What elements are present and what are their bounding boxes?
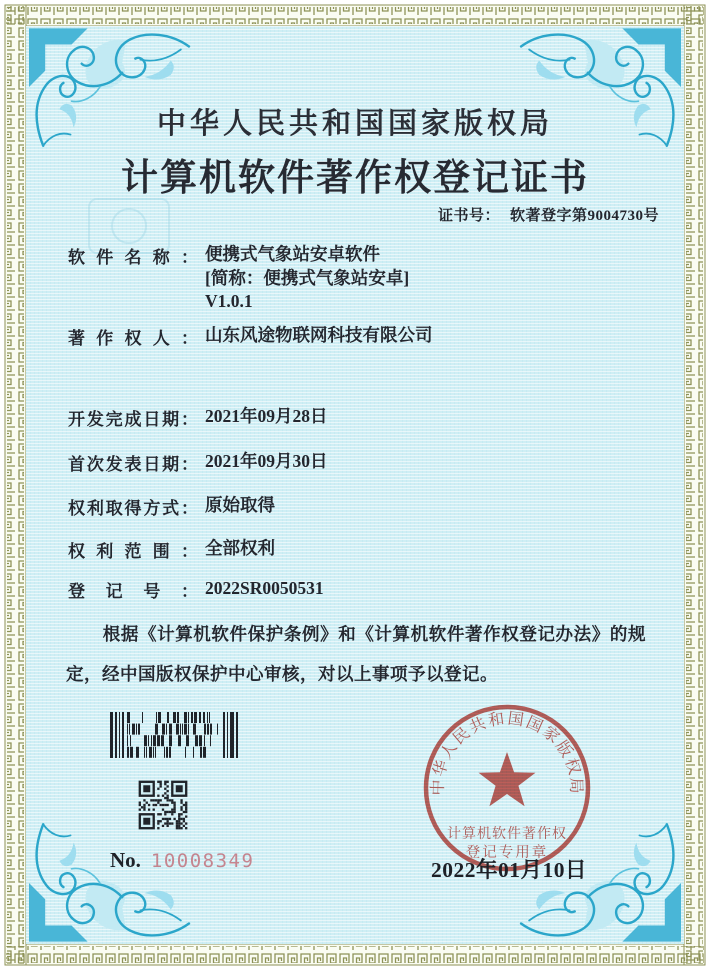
rights-acquisition-value: 原始取得 — [205, 495, 275, 515]
qr-code-icon — [134, 776, 192, 834]
serial-number — [110, 848, 254, 873]
certificate-title: 计算机软件著作权登记证书 — [121, 158, 589, 199]
seal-ring-text: 中华人民共和国国家版权局 — [429, 710, 585, 796]
seal-line1: 计算机软件著作权 — [447, 827, 567, 842]
official-seal — [419, 700, 595, 876]
registration-statement: 根据《计算机软件保护条例》和《计算机软件著作权登记办法》的规定，经中国版权保护中心审核，对以上事项予以登记。 — [66, 624, 646, 684]
registration-number-value: 2022SR0050531 — [205, 578, 324, 598]
dev-complete-date-value: 2021年09月28日 — [205, 406, 328, 426]
field-label: 权利范围： — [68, 542, 198, 561]
field-label: 著作权人： — [68, 329, 198, 348]
star-icon — [479, 752, 536, 806]
field-label: 权利取得方式： — [68, 499, 198, 518]
field-label: 登记号： — [68, 582, 198, 601]
serial-number-label: No. — [110, 848, 141, 872]
field-label: 首次发表日期： — [68, 455, 198, 474]
software-shortname-value: [简称：便携式气象站安卓] — [205, 267, 410, 288]
corner-flourish-ornament — [29, 820, 191, 942]
serial-number-value: 10008349 — [150, 850, 255, 872]
first-publish-date-value: 2021年09月30日 — [205, 451, 328, 471]
seal-line2: 登记专用章 — [465, 845, 549, 861]
certificate-number-value: 软著登字第9004730号 — [510, 208, 660, 224]
field-label: 开发完成日期： — [68, 410, 198, 429]
copyright-owner-value: 山东风途物联网科技有限公司 — [205, 325, 433, 345]
issue-date: 2022年01月10日 — [431, 858, 588, 882]
issuing-authority-title: 中华人民共和国国家版权局 — [156, 108, 553, 140]
certificate-number — [438, 204, 659, 225]
certificate-number-label: 证书号： — [438, 207, 501, 224]
software-name-value: 便携式气象站安卓软件 — [205, 244, 380, 264]
rights-scope-value: 全部权利 — [205, 538, 275, 558]
field-label: 软件名称： — [68, 248, 198, 267]
barcode-2d-icon — [110, 712, 238, 758]
software-version-value: V1.0.1 — [205, 291, 253, 311]
